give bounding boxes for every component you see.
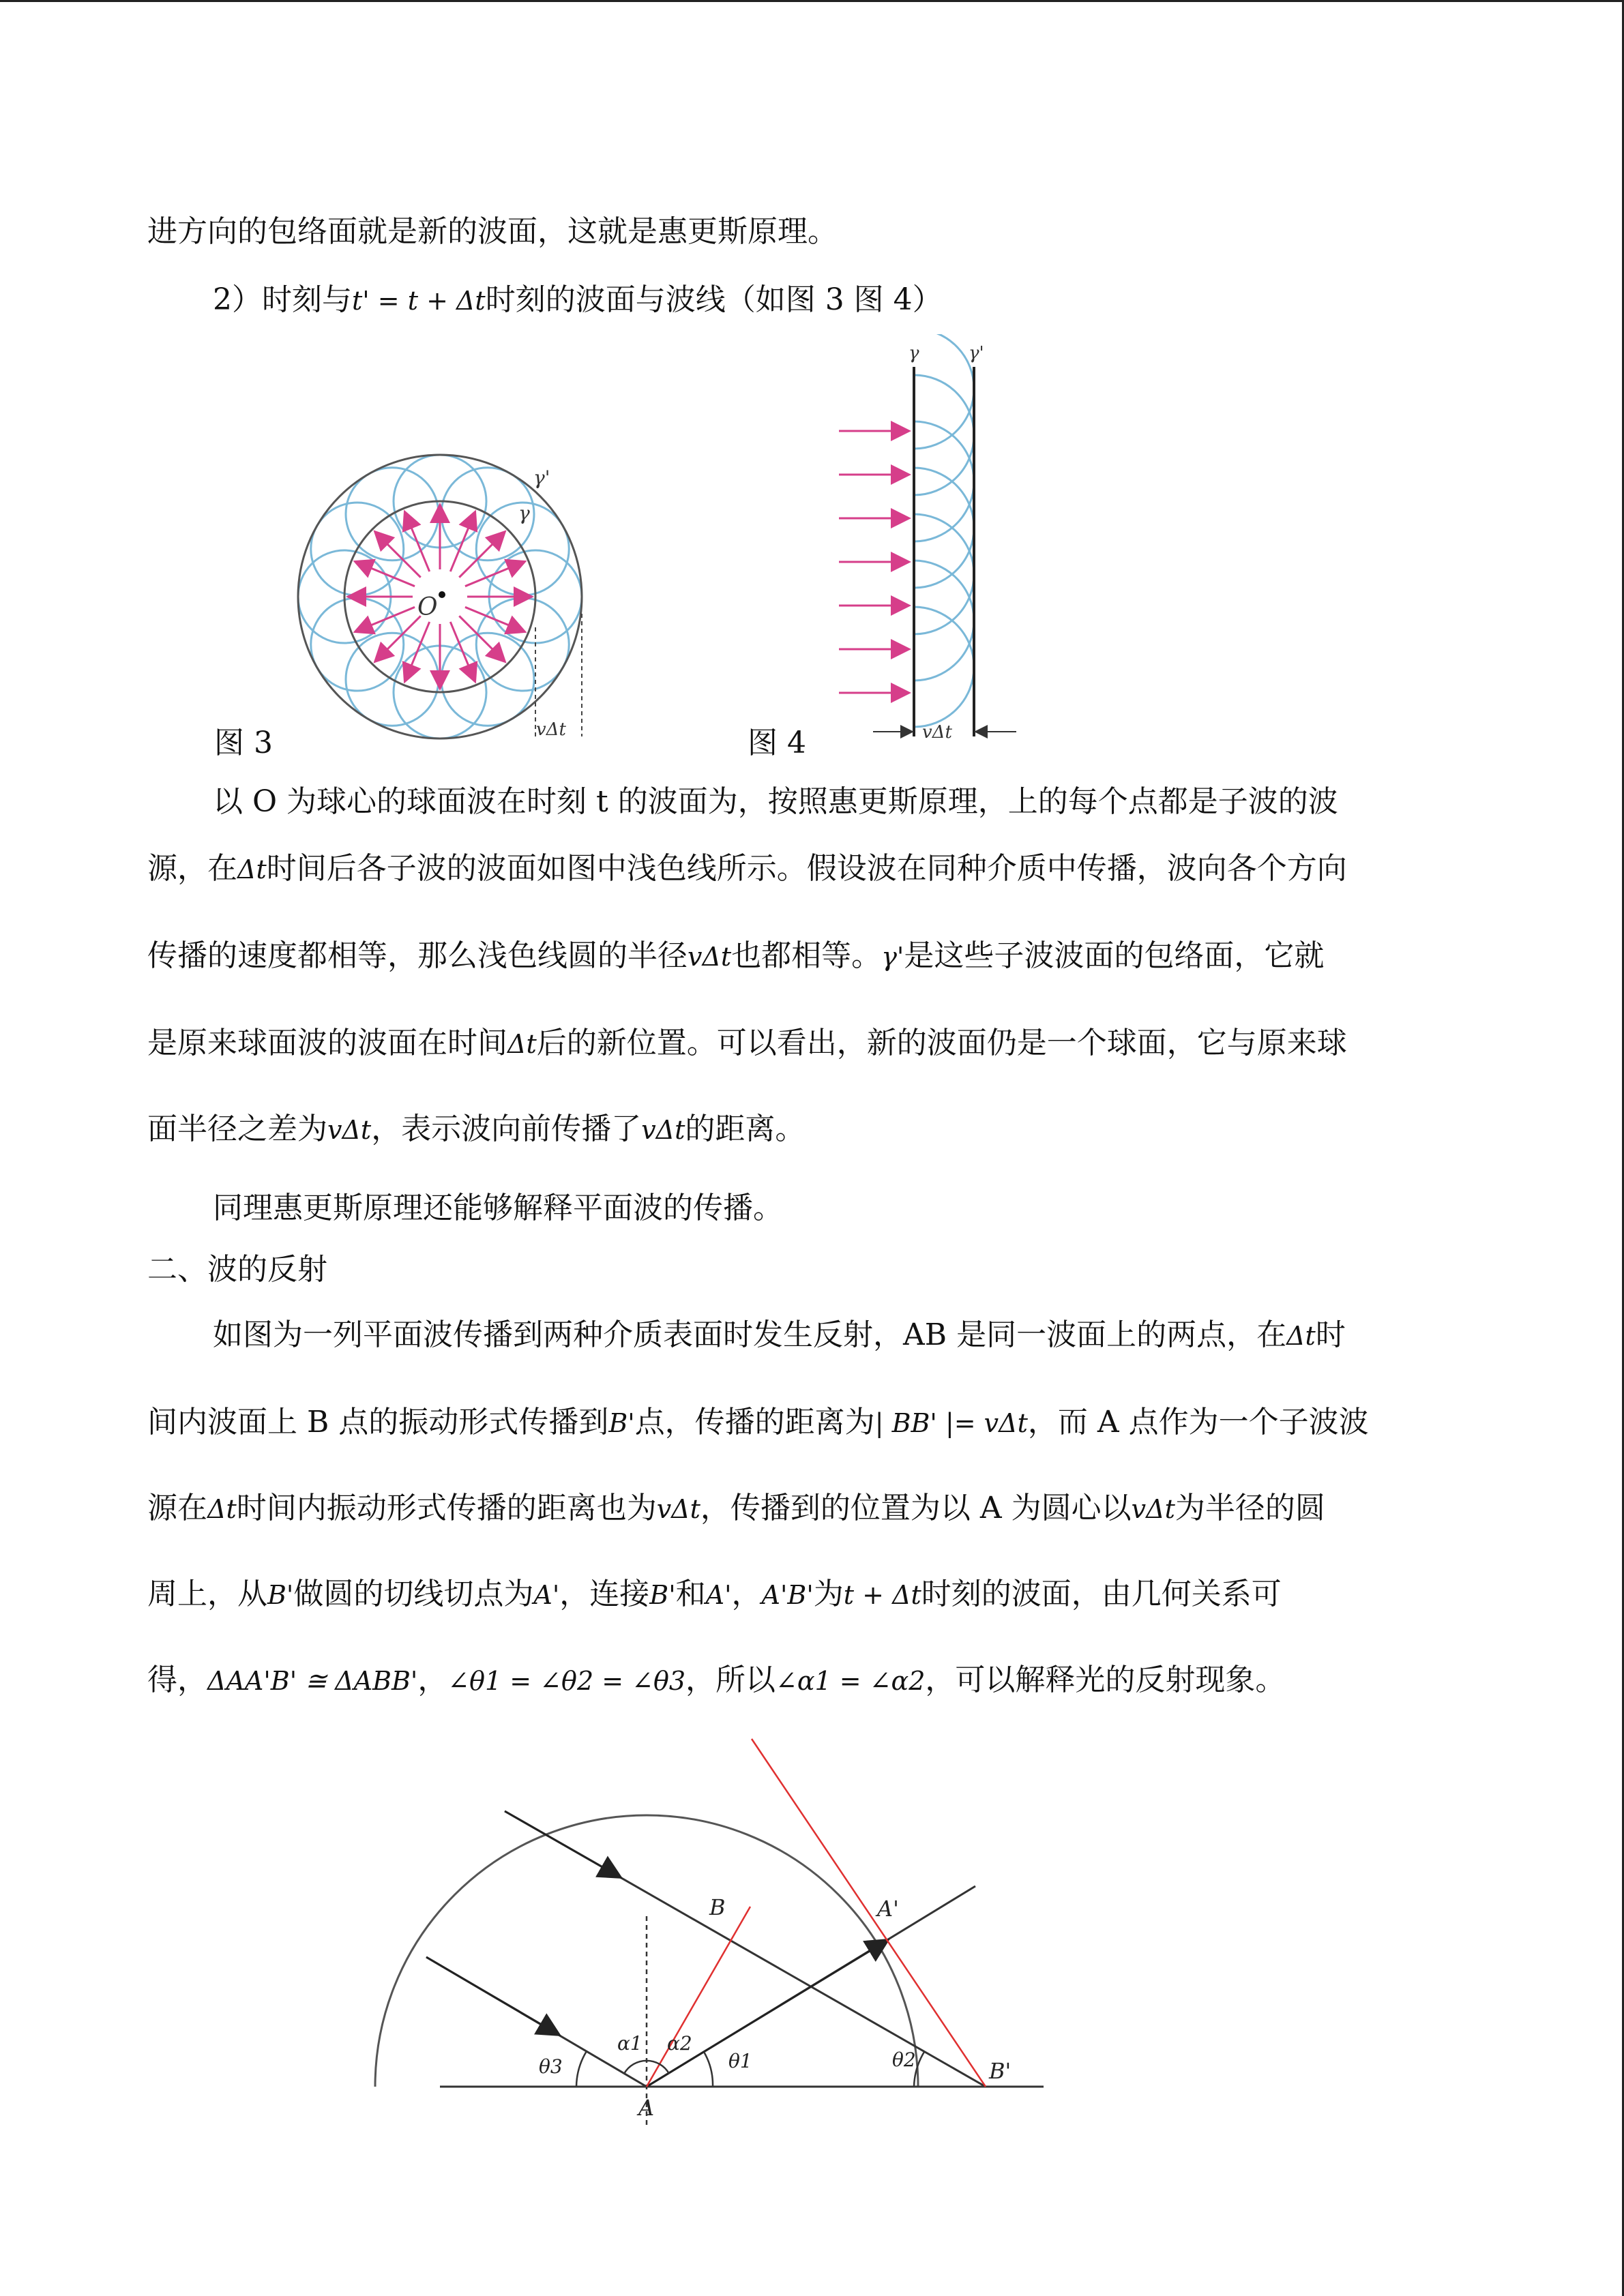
fig5-label-theta3: θ3 — [539, 2055, 563, 2078]
para2: 同理惠更斯原理还能够解释平面波的传播。 — [213, 1191, 783, 1225]
math-t-prime: t' = t + Δt — [352, 286, 486, 316]
fig3-arrow — [405, 622, 429, 680]
para1-line3: 传播的速度都相等，那么浅色线圆的半径vΔt也都相等。γ'是这些子波波面的包络面，它就 — [147, 938, 1325, 973]
para1-line5: 面半径之差为vΔt，表示波向前传播了vΔt的距离。 — [147, 1112, 806, 1146]
fig3-arrow — [357, 562, 415, 586]
para1-line4: 是原来球面波的波面在时间Δt后的新位置。可以看出，新的波面仍是一个球面，它与原来球 — [147, 1026, 1347, 1060]
figure-4-plane-wave — [832, 334, 1050, 743]
para3-line5: 得，ΔAA'B' ≅ ΔABB'，∠θ1 = ∠θ2 = ∠θ3，所以∠α1 = ∠α2，可以解释光的反射现象。 — [147, 1663, 1286, 1697]
fig4-wavelet — [914, 514, 974, 634]
para3-line1: 如图为一列平面波传播到两种介质表面时发生反射，AB 是同一波面上的两点，在Δt时 — [213, 1317, 1346, 1352]
fig3-center-dot — [439, 591, 445, 598]
fig5-label-alpha2: α2 — [667, 2032, 692, 2055]
fig4-arrows — [839, 431, 907, 693]
fig3-arrow — [465, 607, 523, 631]
para3-line4: 周上，从B'做圆的切线切点为A'，连接B'和A'，A'B'为t + Δt时刻的波面，由几何关系可 — [147, 1577, 1282, 1611]
fig3-label-gamma: γ — [518, 502, 530, 524]
para1-line1: 以 O 为球心的球面波在时刻 t 的波面为，按照惠更斯原理，上的每个点都是子波的波 — [213, 784, 1338, 819]
fig4-label-gamma-prime: γ' — [969, 343, 984, 363]
fig5-label-a: A — [638, 2095, 655, 2121]
page-border-top — [0, 0, 1624, 2]
fig4-wavelet — [914, 375, 974, 495]
fig4-wavelets — [914, 334, 974, 727]
fig4-wavelet — [914, 561, 974, 681]
fig3-arrow — [357, 607, 415, 631]
caption-fig3: 图 3 — [214, 726, 273, 760]
fig4-label-vdt: vΔt — [922, 722, 952, 743]
para3-line3: 源在Δt时间内振动形式传播的距离也为vΔt，传播到的位置为以 A 为圆心以vΔt为半径的圆 — [147, 1491, 1325, 1525]
fig3-label-o: O — [417, 593, 438, 621]
figure-3-spherical-wave — [273, 436, 614, 750]
fig4-wavelet — [914, 607, 974, 727]
fig3-arrow — [465, 562, 523, 586]
fig4-label-gamma: γ — [909, 343, 919, 363]
fig5-arc-theta3 — [576, 2051, 587, 2087]
para1-line2: 源，在Δt时间后各子波的波面如图中浅色线所示。假设波在同种介质中传播，波向各个方向 — [147, 851, 1347, 886]
fig3-arrow — [405, 513, 429, 571]
fig3-label-gamma-prime: γ' — [533, 466, 550, 489]
fig5-label-theta2: θ2 — [892, 2048, 916, 2071]
para3-line2: 间内波面上 B 点的振动形式传播到B'点，传播的距离为| BB' |= vΔt，而 A 点作为一个子波波 — [147, 1405, 1369, 1440]
text-line-2: 2）时刻与t' = t + Δt时刻的波面与波线（如图 3 图 4） — [213, 282, 943, 317]
fig5-tangent-line — [752, 1739, 986, 2087]
fig5-label-b-prime: B' — [989, 2058, 1012, 2084]
fig3-arrow — [450, 513, 474, 571]
fig4-wavelet — [914, 421, 974, 541]
fig5-label-alpha1: α1 — [617, 2032, 643, 2055]
fig5-wavelet-arc — [375, 1815, 918, 2087]
text-line-1: 进方向的包络面就是新的波面，这就是惠更斯原理。 — [147, 214, 838, 249]
fig4-wavelet — [914, 334, 974, 449]
heading-reflection: 二、波的反射 — [147, 1252, 327, 1287]
fig5-arc-theta1 — [704, 2052, 713, 2087]
fig4-wavelet — [914, 468, 974, 588]
fig5-label-a-prime: A' — [877, 1896, 899, 1922]
fig5-label-theta1: θ1 — [728, 2050, 752, 2072]
caption-fig4: 图 4 — [748, 726, 806, 760]
fig5-label-b: B — [709, 1894, 726, 1920]
fig3-label-vdt: vΔt — [536, 719, 566, 740]
fig3-arrow — [450, 622, 474, 680]
figure-reflection — [341, 1718, 1091, 2128]
